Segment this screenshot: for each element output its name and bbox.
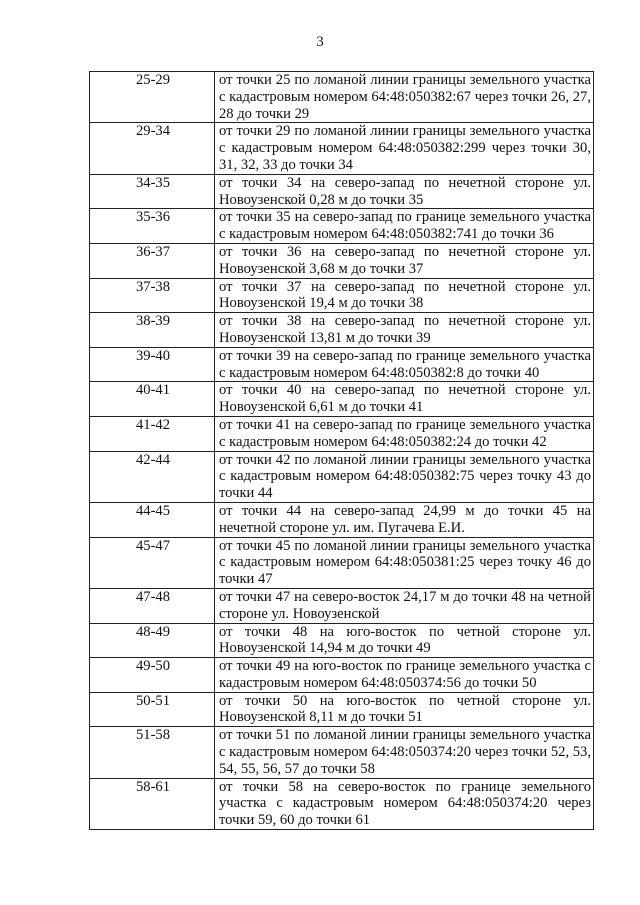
segment-cell: 51-58 [90, 727, 215, 778]
segment-cell: 50-51 [90, 692, 215, 727]
description-cell: от точки 25 по ломаной линии границы земельного участка с кадастровым номером 64:48:050382:67 через точки 26, 27, 28 до точки 29 [215, 72, 594, 123]
description-cell: от точки 34 на северо-запад по нечетной стороне ул. Новоузенской 0,28 м до точки 35 [215, 174, 594, 209]
description-cell: от точки 44 на северо-запад 24,99 м до точки 45 на нечетной стороне ул. им. Пугачева Е.И. [215, 502, 594, 537]
segment-cell: 38-39 [90, 313, 215, 348]
segment-cell: 58-61 [90, 778, 215, 829]
description-cell: от точки 37 на северо-запад по нечетной стороне ул. Новоузенской 19,4 м до точки 38 [215, 278, 594, 313]
description-cell: от точки 35 на северо-запад по границе земельного участка с кадастровым номером 64:48:050382:741 до точки 36 [215, 209, 594, 244]
description-cell: от точки 45 по ломаной линии границы земельного участка с кадастровым номером 64:48:050381:25 через точку 46 до точки 47 [215, 537, 594, 588]
segment-cell: 40-41 [90, 382, 215, 417]
segment-cell: 47-48 [90, 588, 215, 623]
description-cell: от точки 42 по ломаной линии границы земельного участка с кадастровым номером 64:48:050382:75 через точку 43 до точки 44 [215, 451, 594, 502]
table-row [90, 278, 594, 313]
segment-cell: 29-34 [90, 123, 215, 174]
segment-cell: 49-50 [90, 658, 215, 693]
table-row [90, 623, 594, 658]
description-cell: от точки 47 на северо-восток 24,17 м до точки 48 на четной стороне ул. Новоузенской [215, 588, 594, 623]
table-row [90, 313, 594, 348]
table-row [90, 778, 594, 829]
table-row [90, 209, 594, 244]
description-cell: от точки 29 по ломаной линии границы земельного участка с кадастровым номером 64:48:050382:299 через точки 30, 31, 32, 33 до точки 34 [215, 123, 594, 174]
table-row [90, 692, 594, 727]
table-row [90, 174, 594, 209]
segment-cell: 25-29 [90, 72, 215, 123]
table-row [90, 243, 594, 278]
segment-cell: 35-36 [90, 209, 215, 244]
page-number: 3 [316, 34, 324, 50]
table-row [90, 72, 594, 123]
description-cell: от точки 39 на северо-запад по границе земельного участка с кадастровым номером 64:48:050382:8 до точки 40 [215, 347, 594, 382]
segment-cell: 48-49 [90, 623, 215, 658]
segment-cell: 39-40 [90, 347, 215, 382]
segment-cell: 34-35 [90, 174, 215, 209]
table-row [90, 502, 594, 537]
segment-cell: 36-37 [90, 243, 215, 278]
description-cell: от точки 51 по ломаной линии границы земельного участка с кадастровым номером 64:48:050374:20 через точки 52, 53, 54, 55, 56, 57 до точки 58 [215, 727, 594, 778]
description-cell: от точки 58 на северо-восток по границе земельного участка с кадастровым номером 64:48:050374:20 через точки 59, 60 до точки 61 [215, 778, 594, 829]
table-row [90, 347, 594, 382]
segment-cell: 41-42 [90, 416, 215, 451]
description-cell: от точки 41 на северо-запад по границе земельного участка с кадастровым номером 64:48:050382:24 до точки 42 [215, 416, 594, 451]
boundary-description-table [89, 71, 594, 830]
table-row [90, 123, 594, 174]
description-cell: от точки 48 на юго-восток по четной стороне ул. Новоузенской 14,94 м до точки 49 [215, 623, 594, 658]
description-cell: от точки 38 на северо-запад по нечетной стороне ул. Новоузенской 13,81 м до точки 39 [215, 313, 594, 348]
table-row [90, 588, 594, 623]
description-cell: от точки 50 на юго-восток по четной стороне ул. Новоузенской 8,11 м до точки 51 [215, 692, 594, 727]
segment-cell: 44-45 [90, 502, 215, 537]
table-row [90, 727, 594, 778]
segment-cell: 42-44 [90, 451, 215, 502]
description-cell: от точки 40 на северо-запад по нечетной стороне ул. Новоузенской 6,61 м до точки 41 [215, 382, 594, 417]
table-row [90, 382, 594, 417]
table-row [90, 658, 594, 693]
table-body [90, 72, 594, 830]
description-cell: от точки 49 на юго-восток по границе земельного участка с кадастровым номером 64:48:050374:56 до точки 50 [215, 658, 594, 693]
table-row [90, 451, 594, 502]
table-row [90, 537, 594, 588]
segment-cell: 45-47 [90, 537, 215, 588]
table-row [90, 416, 594, 451]
segment-cell: 37-38 [90, 278, 215, 313]
description-cell: от точки 36 на северо-запад по нечетной стороне ул. Новоузенской 3,68 м до точки 37 [215, 243, 594, 278]
